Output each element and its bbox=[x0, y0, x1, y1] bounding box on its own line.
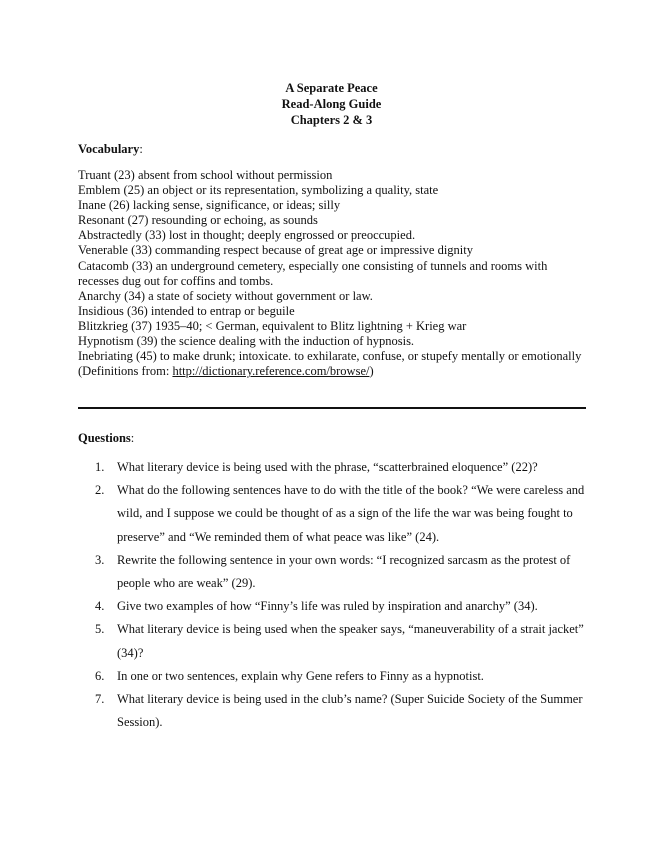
vocabulary-heading bbox=[78, 141, 143, 157]
question-number: 5. bbox=[95, 622, 105, 637]
question-item bbox=[95, 688, 587, 734]
vocab-item: Catacomb (33) an underground cemetery, especially one consisting of tunnels and rooms with recesses dug out for coffins and tombs. bbox=[78, 258, 548, 288]
question-text: Give two examples of how “Finny’s life was ruled by inspiration and anarchy” (34). bbox=[117, 599, 538, 614]
vocab-item: Resonant (27) resounding or echoing, as sounds bbox=[78, 213, 318, 228]
vocab-item: Anarchy (34) a state of society without government or law. bbox=[78, 288, 373, 303]
document-subtitle: Read-Along Guide bbox=[281, 97, 382, 111]
vocab-item: Inebriating (45) to make drunk; intoxicate. to exhilarate, confuse, or stupefy mentally or emotionally bbox=[78, 349, 582, 364]
source-suffix: ) bbox=[369, 364, 374, 379]
vocabulary-heading-colon: : bbox=[139, 142, 143, 156]
question-item bbox=[95, 549, 587, 595]
question-text: In one or two sentences, explain why Gene refers to Finny as a hypnotist. bbox=[117, 668, 484, 683]
vocabulary-heading-text: Vocabulary bbox=[78, 142, 140, 156]
question-number: 6. bbox=[95, 668, 105, 683]
question-text: What literary device is being used with the phrase, “scatterbrained eloquence” (22)? bbox=[117, 460, 538, 474]
dictionary-link[interactable]: http://dictionary.reference.com/browse/ bbox=[172, 364, 370, 379]
question-item bbox=[95, 456, 587, 479]
vocab-item: Inane (26) lacking sense, significance, or ideas; silly bbox=[78, 198, 341, 213]
question-item bbox=[95, 479, 587, 549]
vocabulary-list bbox=[78, 168, 588, 379]
vocab-item: Abstractedly (33) lost in thought; deeply engrossed or preoccupied. bbox=[78, 228, 416, 243]
question-text: What do the following sentences have to do with the title of the book? “We were careless and wild, and I suppose we could be thought of as a sign of the life the war was being fought to preserve” and “We reminded them of what peace was like” (24). bbox=[117, 483, 585, 544]
definitions-source bbox=[78, 364, 588, 379]
question-item bbox=[95, 618, 587, 664]
question-item bbox=[95, 665, 587, 688]
question-number: 3. bbox=[95, 552, 105, 567]
question-number: 7. bbox=[95, 692, 105, 707]
vocab-item: Emblem (25) an object or its representation, symbolizing a quality, state bbox=[78, 183, 439, 198]
question-text: Rewrite the following sentence in your own words: “I recognized sarcasm as the protest of people who are weak” (29). bbox=[117, 552, 571, 591]
source-prefix: (Definitions from: bbox=[78, 364, 173, 379]
question-item bbox=[95, 595, 587, 618]
questions-heading bbox=[78, 430, 134, 446]
document-title: A Separate Peace bbox=[285, 81, 378, 95]
question-number: 1. bbox=[95, 460, 105, 474]
questions-list bbox=[95, 456, 587, 734]
question-number: 2. bbox=[95, 483, 105, 498]
vocab-item: Venerable (33) commanding respect because of great age or impressive dignity bbox=[78, 243, 473, 258]
question-number: 4. bbox=[95, 599, 105, 614]
vocab-item: Hypnotism (39) the science dealing with the induction of hypnosis. bbox=[78, 334, 415, 349]
questions-heading-colon: : bbox=[130, 431, 135, 445]
vocab-item: Truant (23) absent from school without permission bbox=[78, 168, 333, 182]
section-divider bbox=[78, 407, 586, 409]
vocab-item: Blitzkrieg (37) 1935–40; < German, equivalent to Blitz lightning + Krieg war bbox=[78, 318, 467, 333]
question-text: What literary device is being used in the club’s name? (Super Suicide Society of the Summer Session). bbox=[117, 692, 583, 730]
document-chapters: Chapters 2 & 3 bbox=[290, 113, 373, 127]
vocab-item: Insidious (36) intended to entrap or beguile bbox=[78, 303, 295, 318]
document-header bbox=[0, 80, 663, 128]
questions-heading-text: Questions bbox=[78, 431, 131, 445]
question-text: What literary device is being used when the speaker says, “maneuverability of a strait jacket” (34)? bbox=[117, 622, 584, 660]
